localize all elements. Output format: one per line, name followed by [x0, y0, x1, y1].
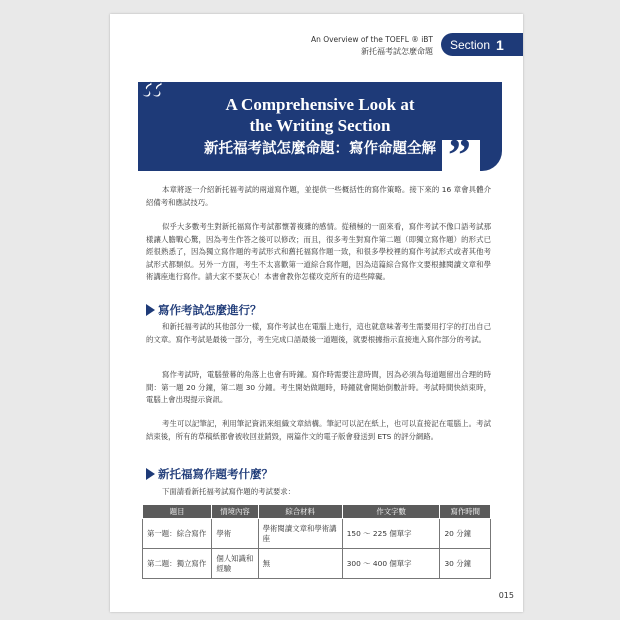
book-page: [110, 14, 523, 612]
table-cell: 學術: [212, 519, 258, 549]
writing-requirements-table: [142, 504, 491, 579]
chapter-title-line2: the Writing Section: [249, 116, 391, 135]
table-row: [143, 519, 491, 549]
section-heading-what: [146, 466, 273, 482]
paragraph-computer: 和新托福考試的其他部分一樣，寫作考試也在電腦上進行，這也就意味著考生需要用打字的打出自己的文章。寫作考試是最後一部分，考生完成口語最後一道題後，就要根據指示直接進入寫作部分的考試。: [146, 322, 491, 344]
running-header: [311, 35, 433, 57]
table-cell: 150 ～ 225 個單字: [342, 519, 440, 549]
table-header: 綜合材料: [258, 505, 342, 519]
table-header: 題目: [143, 505, 212, 519]
heading-text: 新托福寫作題考什麼？: [158, 467, 273, 481]
table-cell: 學術閱讀文章和學術講座: [258, 519, 342, 549]
table-header: 情境內容: [212, 505, 258, 519]
table-cell: 30 分鐘: [440, 549, 491, 579]
table-header-row: [143, 505, 491, 519]
paragraph-table-intro: 下面請看新托福考試寫作題的考試要求：: [162, 487, 296, 496]
paragraph-attitudes: 似乎大多數考生對新托福寫作考試都懷著複雜的感情。從積極的一面來看，寫作考試不像口語考試那樣讓人膽戰心驚，因為考生作答之後可以修改；而且，很多考生對寫作第二題（即獨立寫作題）的形式已經很熟悉了，因為獨立寫作題的考試形式和舊托福寫作題一致，和很多學校裡的寫作考試形式或者其他考試形式都類似。另外一方面，考生不太喜歡第一道綜合寫作題，因為這篇綜合寫作文要根據閱讀文章和學術講座進行寫作。請大家不要灰心！本書會教你怎樣攻克所有的這些障礙。: [146, 222, 491, 282]
chapter-title-zh: 新托福考試怎麼命題：寫作命題全解: [204, 140, 436, 157]
header-title-en: An Overview of the TOEFL ® iBT: [310, 35, 433, 44]
section-heading-how: [146, 302, 262, 318]
triangle-bullet-icon: [146, 468, 155, 480]
table-cell: 300 ～ 400 個單字: [342, 549, 440, 579]
chapter-title-line1: A Comprehensive Look at: [225, 95, 415, 114]
triangle-bullet-icon: [146, 304, 155, 316]
paragraph-clock: 寫作考試時，電腦螢幕的角落上也會有時鐘。寫作時需要注意時間，因為必須為每道題留出合理的時間：第一題 20 分鐘，第二題 30 分鐘。考生開始做題時，時鐘就會開始倒數計時。考試時間快結束時，電腦上會出現提示資訊。: [146, 370, 491, 405]
close-quote-icon: ”: [448, 129, 471, 180]
table-cell: 第一題：綜合寫作: [143, 519, 212, 549]
table-cell: 第二題：獨立寫作: [143, 549, 212, 579]
heading-text: 寫作考試怎麼進行？: [158, 303, 262, 317]
section-label: Section: [450, 37, 491, 52]
table-cell: 個人知識和經驗: [212, 549, 258, 579]
open-quote-icon: “: [139, 71, 162, 122]
paragraph-intro: 本章將逐一介紹新托福考試的兩道寫作題，並提供一些概括性的寫作策略。接下來的 16 章會具體介紹備考和應試技巧。: [146, 185, 491, 207]
table-header: 作文字數: [342, 505, 440, 519]
table-header: 寫作時間: [440, 505, 491, 519]
table-row: [143, 549, 491, 579]
paragraph-notes: 考生可以記筆記，利用筆記資訊來組織文章結構。筆記可以記在紙上，也可以直接記在電腦上。考試結束後，所有的草稿紙都會被收回並銷毀，兩篇作文的電子版會發送到 ETS 的評分網路。: [146, 419, 491, 441]
table-cell: 20 分鐘: [440, 519, 491, 549]
page-number: 015: [498, 591, 514, 600]
table-cell: 無: [258, 549, 342, 579]
section-number: 1: [496, 36, 504, 53]
section-tab: [441, 33, 523, 56]
header-title-zh: 新托福考試怎麼命題: [361, 47, 433, 56]
